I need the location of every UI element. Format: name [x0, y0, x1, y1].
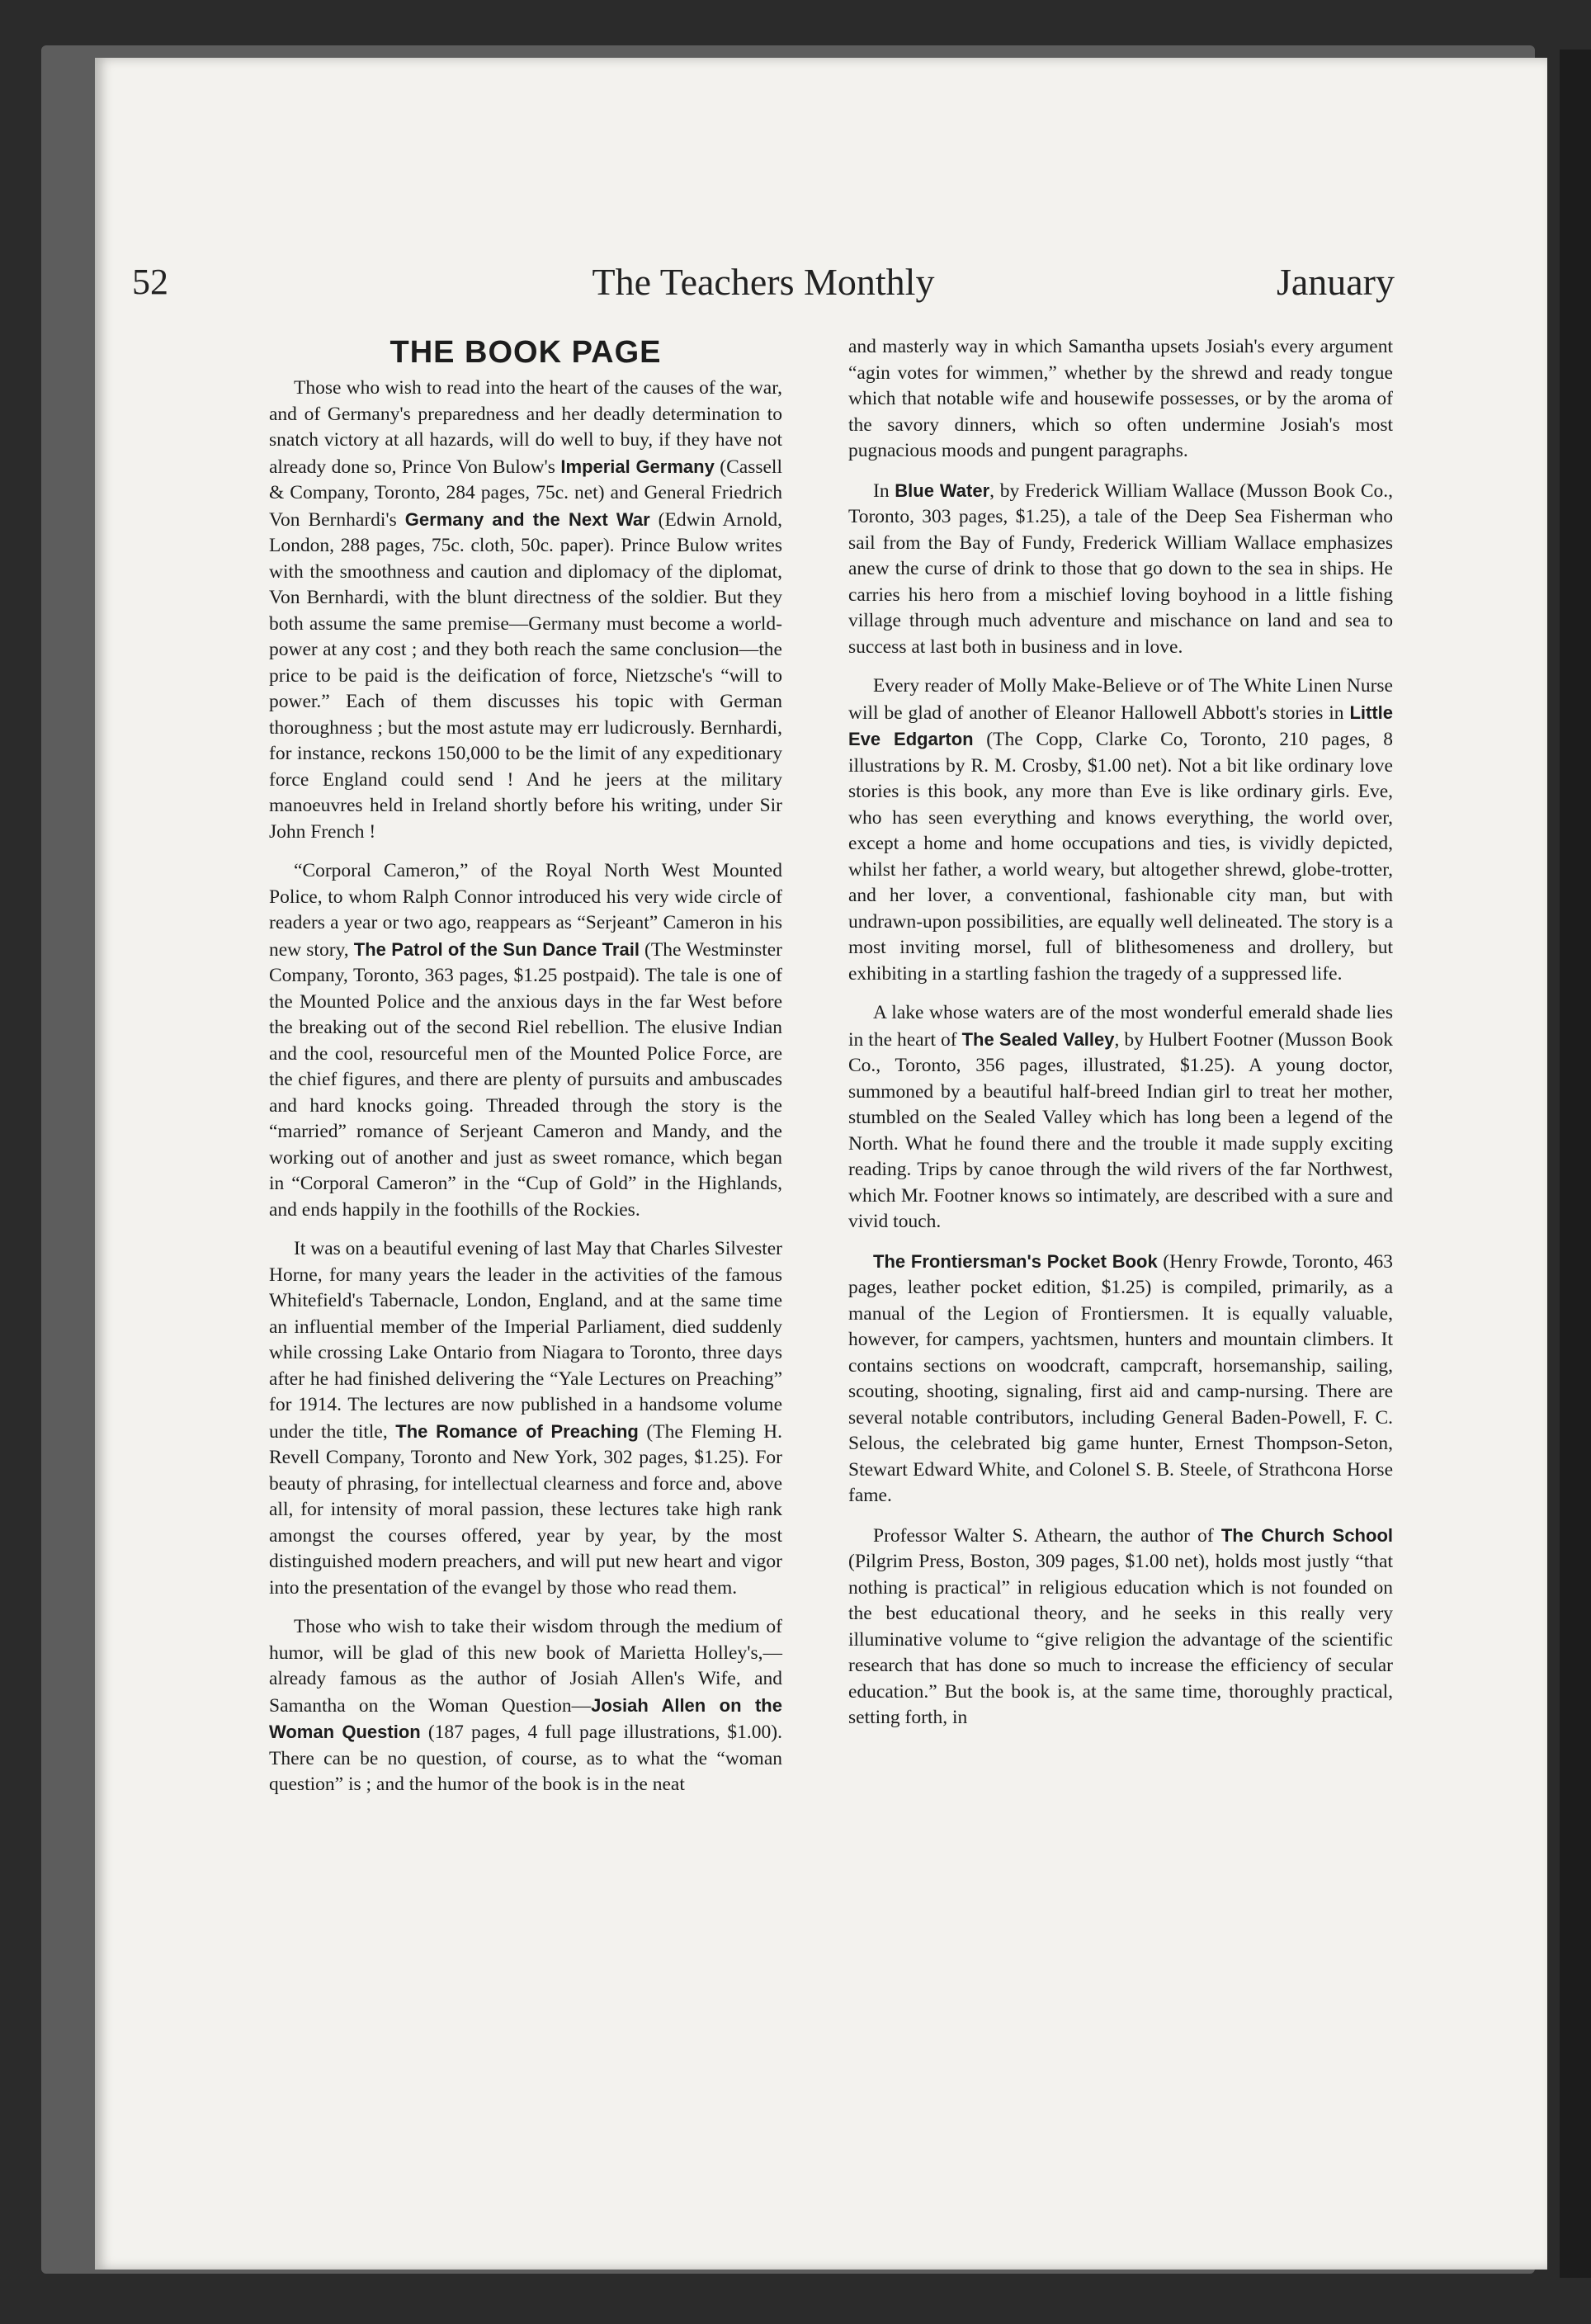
review-paragraph	[848, 334, 1393, 465]
book-title: Blue Water	[895, 479, 990, 501]
review-text: , by Hulbert Footner (Musson Book Co., Toronto, 356 pages, illustrated, $1.25). A young doctor, summoned by a beautiful half-breed Indian girl to treat her mother, stumbled on the Sealed Valley which has long been a legend of the North. What he found there and the trouble it made supply exciting reading. Trips by canoe through the wild rivers of the far Northwest, which Mr. Footner knows so intimately, are described with a sure and vivid touch.	[848, 1028, 1394, 1232]
review-text: (The Westminster Company, Toronto, 363 pages, $1.25 postpaid). The tale is one of the Mounted Police and the anxious days in the far West before the breaking out of the second Riel rebellion. The elusive Indian and the cool, resourceful men of the Mounted Police Force, are the chief figures, and there are plenty of pursuits and ambuscades and hard knocks going. Threaded through the story is the “married” romance of Serjeant Cameron and Mandy, and the working out of another and just as sweet romance, which began in “Corporal Cameron” in the “Cup of Gold” in the Highlands, and ends happily in the foothills of the Rockies.	[269, 938, 782, 1221]
review-paragraph	[848, 673, 1393, 987]
review-text: In	[873, 479, 895, 502]
review-paragraph	[848, 1249, 1393, 1509]
review-text: It was on a beautiful evening of last May that Charles Silvester Horne, for many years the leader in the activities of the famous Whitefield's Tabernacle, London, England, and at the same time an influential member of the Imperial Parliament, died suddenly while crossing Lake Ontario from Niagara to Toronto, three days after he had finished delivering the “Yale Lectures on Preaching” for 1914. The lectures are now published in a handsome volume under the title,	[269, 1238, 782, 1443]
book-title: Josiah Allen on the Woman Question	[269, 1694, 782, 1742]
issue-month: January	[1276, 261, 1395, 303]
review-text: Professor Walter S. Athearn, the author of	[873, 1524, 1221, 1547]
review-text: and masterly way in which Samantha upsets Josiah's every argument “agin votes for wimmen,” whether by the shrewd and ready tongue which that notable wife and housewife possesses, or by the aroma of the savory dinners, which so often undermine Josiah's most pugnacious moods and pungent paragraphs.	[848, 336, 1393, 461]
right-column-text	[848, 334, 1393, 1731]
page-number: 52	[132, 262, 168, 302]
book-title: The Frontiersman's Pocket Book	[873, 1250, 1158, 1272]
review-paragraph	[269, 858, 782, 1223]
review-text: (187 pages, 4 full page illustrations, $1.00). There can be no question, of course, as to what the “woman question” is ; and the humor of the book is in the neat	[269, 1722, 782, 1795]
section-heading: THE BOOK PAGE	[389, 335, 662, 370]
book-title: The Sealed Valley	[961, 1028, 1115, 1050]
review-paragraph	[848, 1000, 1393, 1235]
book-title: The Church School	[1220, 1524, 1393, 1546]
review-text: Those who wish to take their wisdom through the medium of humor, will be glad of this new book of Marietta Holley's,—already famous as the author of Josiah Allen's Wife, and Samantha on the Woman Question—	[269, 1616, 782, 1717]
review-paragraph	[848, 1523, 1393, 1731]
review-text: A lake whose waters are of the most wonderful emerald shade lies in the heart of	[848, 1002, 1393, 1051]
book-title: The Romance of Preaching	[395, 1420, 639, 1442]
book-title: The Patrol of the Sun Dance Trail	[353, 938, 640, 960]
review-text: (Edwin Arnold, London, 288 pages, 75c. cloth, 50c. paper). Prince Bulow writes with the smoothness and caution and diplomacy of the diplomat, Von Bernhardi, with the blunt directness of the soldier. But they both assume the same premise—Germany must become a world-power at any cost ; and they both reach the same conclusion—the price to be paid is the deification of force, Nietzsche's “will to power.” Each of them discusses his topic with German thoroughness ; but the most astute may err ludicrously. Bernhardi, for instance, reckons 150,000 to be the limit of any expeditionary force England could send ! And he jeers at the military manoeuvres held in Ireland shortly before his writing, under Sir John French !	[269, 508, 783, 843]
left-column	[269, 334, 782, 1811]
review-text: (Cassell & Company, Toronto, 284 pages, 75c. net) and General Friedrich Von Bernhardi's	[269, 456, 782, 531]
review-text: “Corporal Cameron,” of the Royal North West Mounted Police, to whom Ralph Connor introduced his very wide circle of readers a year or two ago, reappears as “Serjeant” Cameron in his new story,	[269, 860, 782, 961]
review-text: (Henry Frowde, Toronto, 463 pages, leather pocket edition, $1.25) is compiled, primarily, as a manual of the Legion of Frontiersmen. It is equally valuable, however, for campers, yachtsmen, hunters and mountain climbers. It contains sections on woodcraft, campcraft, horsemanship, sailing, scouting, shooting, signaling, first aid and camp-nursing. There are several notable contributors, including General Baden-Powell, F. C. Selous, the celebrated big game hunter, Ernest Thompson-Seton, Stewart Edward White, and Colonel S. B. Steele, of Strathcona Horse fame.	[848, 1250, 1393, 1506]
left-column-text	[269, 376, 782, 1798]
review-paragraph	[848, 478, 1393, 661]
review-text: Every reader of Molly Make-Believe or of The White Linen Nurse will be glad of another of Eleanor Hallowell Abbott's stories in	[848, 675, 1393, 724]
next-page-edge	[1560, 50, 1591, 2278]
review-text: , by Frederick William Wallace (Musson Book Co., Toronto, 303 pages, $1.25), a tale of the Deep Sea Fisherman who sail from the Bay of Fundy, Frederick William Wallace emphasizes anew the curse of drink to those that go down to the sea in ships. He carries his hero from a mischief loving boyhood in a little fishing village through much adventure and mischance on land and sea to success at last both in business and in love.	[848, 479, 1394, 658]
review-paragraph	[269, 1614, 782, 1798]
review-text: (The Fleming H. Revell Company, Toronto and New York, 302 pages, $1.25). For beauty of phrasing, for intellectual clearness and force and, above all, for intensity of moral passion, these lectures take high rank amongst the courses offered, year by year, by the most distinguished modern preachers, and will put new heart and vigor into the presentation of the evangel by those who read them.	[269, 1420, 783, 1599]
right-column	[848, 334, 1393, 1745]
book-title: Little Eve Edgarton	[848, 701, 1393, 749]
review-paragraph	[269, 376, 782, 845]
running-head	[132, 253, 1395, 311]
review-text: (The Copp, Clarke Co, Toronto, 210 pages, 8 illustrations by R. M. Crosby, $1.00 net). Not a bit like ordinary love stories is this book, any more than Eve is like ordinary girls. Eve, who has seen everything and knows everything, the world over, except a home and home occupations and ties, is vividly depicted, whilst her father, a world weary, but altogether shrewd, globe-trotter, and her lover, a conventional, fashionable city man, but with undrawn-upon possibilities, are equally well delineated. The story is a most inviting morsel, full of blithesomeness and drollery, but exhibiting in a startling fashion the tragedy of a suppressed life.	[848, 729, 1393, 985]
review-paragraph	[269, 1236, 782, 1601]
book-title: Imperial Germany	[560, 456, 715, 477]
review-text: Those who wish to read into the heart of the causes of the war, and of Germany's preparedness and her deadly determination to snatch victory at all hazards, will do well to buy, if they have not already done so, Prince Von Bulow's	[269, 377, 782, 478]
book-title: Germany and the Next War	[404, 508, 650, 530]
review-text: (Pilgrim Press, Boston, 309 pages, $1.00 net), holds most justly “that nothing is practical” in religious education which is not founded on the best educational theory, and he seeks in this really very illuminative volume to “give religion the advantage of the scientific research that has done so much to increase the efficiency of secular education.” But the book is, at the same time, thoroughly practical, setting forth, in	[848, 1551, 1393, 1728]
journal-title: The Teachers Monthly	[592, 261, 935, 303]
